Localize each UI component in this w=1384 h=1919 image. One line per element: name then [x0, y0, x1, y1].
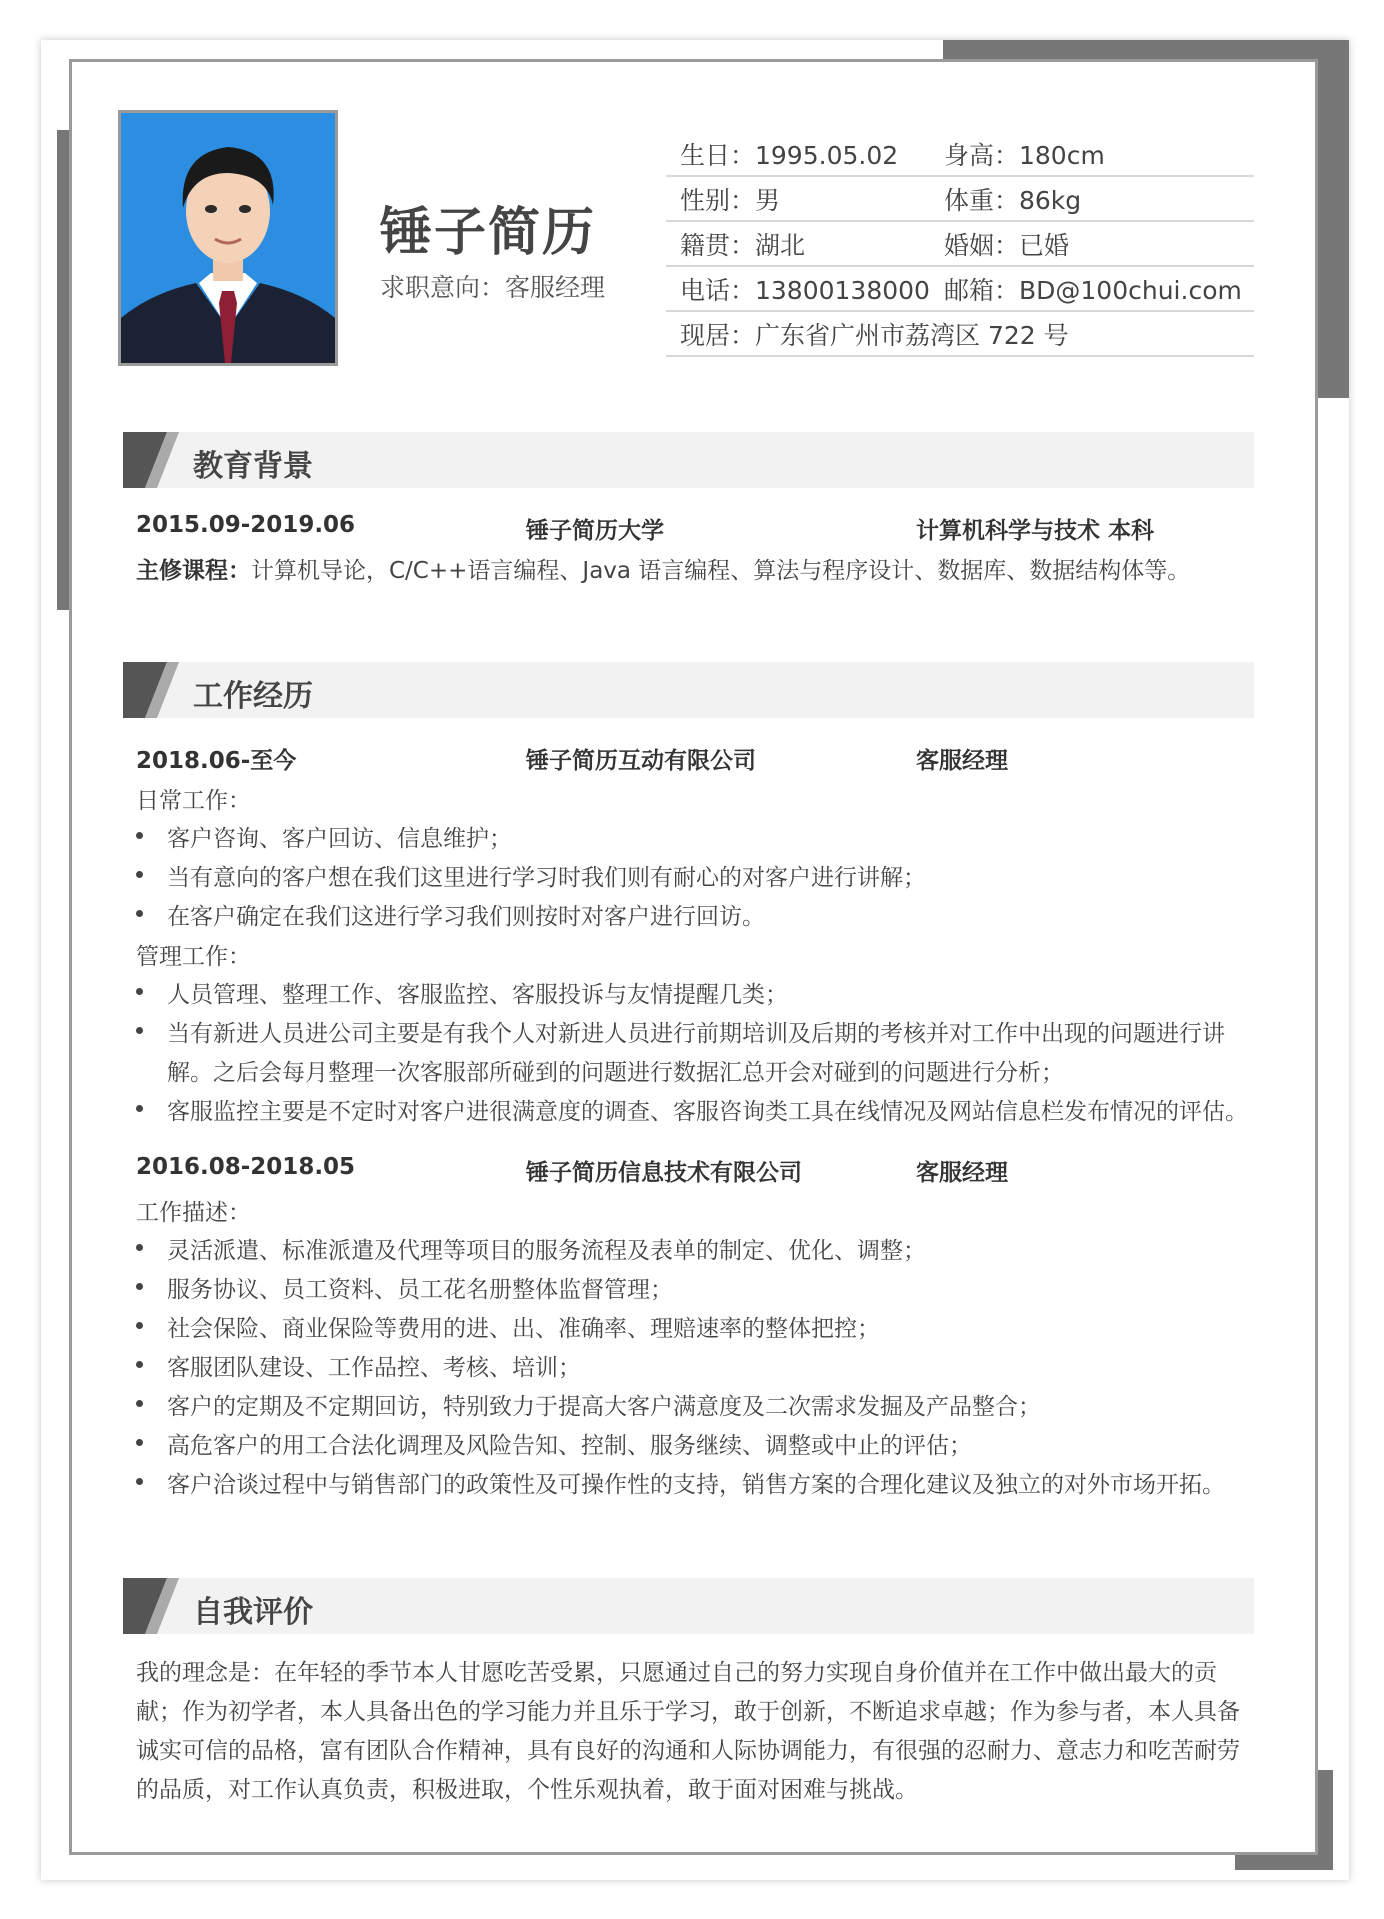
- edu-school: 锤子简历大学: [526, 518, 664, 544]
- info-gender: 性别：男: [680, 186, 781, 215]
- info-address: 现居：广东省广州市荔湾区 722 号: [680, 321, 1069, 350]
- decor-bar-bottom: [1235, 1855, 1333, 1870]
- job-role: 客服经理: [916, 1160, 1008, 1186]
- section-marker-icon: [123, 432, 179, 488]
- job-period: 2016.08-2018.05: [136, 1154, 356, 1180]
- edu-period: 2015.09-2019.06: [136, 512, 356, 538]
- edu-major: 计算机科学与技术 本科: [916, 518, 1155, 544]
- section-marker-icon: [123, 662, 179, 718]
- group-label: 工作描述：: [136, 1200, 251, 1226]
- info-weight: 体重：86kg: [944, 186, 1082, 215]
- decor-bar-right: [1318, 40, 1349, 398]
- info-email: 邮箱：BD@100chui.com: [944, 276, 1242, 305]
- info-row: [666, 222, 1254, 267]
- info-height: 身高：180cm: [944, 141, 1105, 170]
- section-title: 自我评价: [193, 1595, 313, 1630]
- info-marital: 婚姻：已婚: [944, 231, 1070, 260]
- section-title: 工作经历: [193, 679, 313, 714]
- job-period: 2018.06-至今: [136, 748, 297, 774]
- group-label: 管理工作：: [136, 944, 251, 970]
- info-row: [666, 267, 1254, 312]
- section-education-header: [123, 432, 1254, 488]
- job-role: 客服经理: [916, 748, 1008, 774]
- job-intent: 求职意向：客服经理: [380, 273, 606, 302]
- section-title: 教育背景: [193, 449, 313, 484]
- info-row: [666, 312, 1254, 357]
- resume-title: 锤子简历: [380, 203, 597, 263]
- section-self-header: [123, 1578, 1254, 1634]
- job-company: 锤子简历信息技术有限公司: [526, 1160, 802, 1186]
- decor-bar-left: [57, 130, 69, 610]
- decor-bar-top-right: [943, 40, 1349, 60]
- job-company: 锤子简历互动有限公司: [526, 748, 756, 774]
- edu-courses-text: 计算机导论，C/C++语言编程、Java 语言编程、算法与程序设计、数据库、数据结构体等。: [251, 558, 1191, 584]
- personal-info-table: [666, 132, 1254, 357]
- info-phone: 电话：13800138000: [680, 276, 930, 305]
- edu-courses: [136, 552, 1190, 585]
- info-birthday: 生日：1995.05.02: [680, 141, 899, 170]
- section-work-header: [123, 662, 1254, 718]
- profile-photo: [118, 110, 338, 366]
- self-evaluation-text: 我的理念是：在年轻的季节本人甘愿吃苦受累，只愿通过自己的努力实现自身价值并在工作中做出最大的贡献；作为初学者，本人具备出色的学习能力并且乐于学习，敢于创新，不断追求卓越；作为参与者，本人具备诚实可信的品格，富有团队合作精神，具有良好的沟通和人际协调能力，有很强的忍耐力、意志力和吃苦耐劳的品质，对工作认真负责，积极进取，个性乐观执着，敢于面对困难与挑战。: [136, 1660, 1240, 1803]
- section-marker-icon: [123, 1578, 179, 1634]
- info-row: [666, 132, 1254, 177]
- info-row: [666, 177, 1254, 222]
- edu-courses-label: 主修课程：: [136, 558, 251, 584]
- info-hometown: 籍贯：湖北: [680, 231, 806, 260]
- group-label: 日常工作：: [136, 788, 251, 814]
